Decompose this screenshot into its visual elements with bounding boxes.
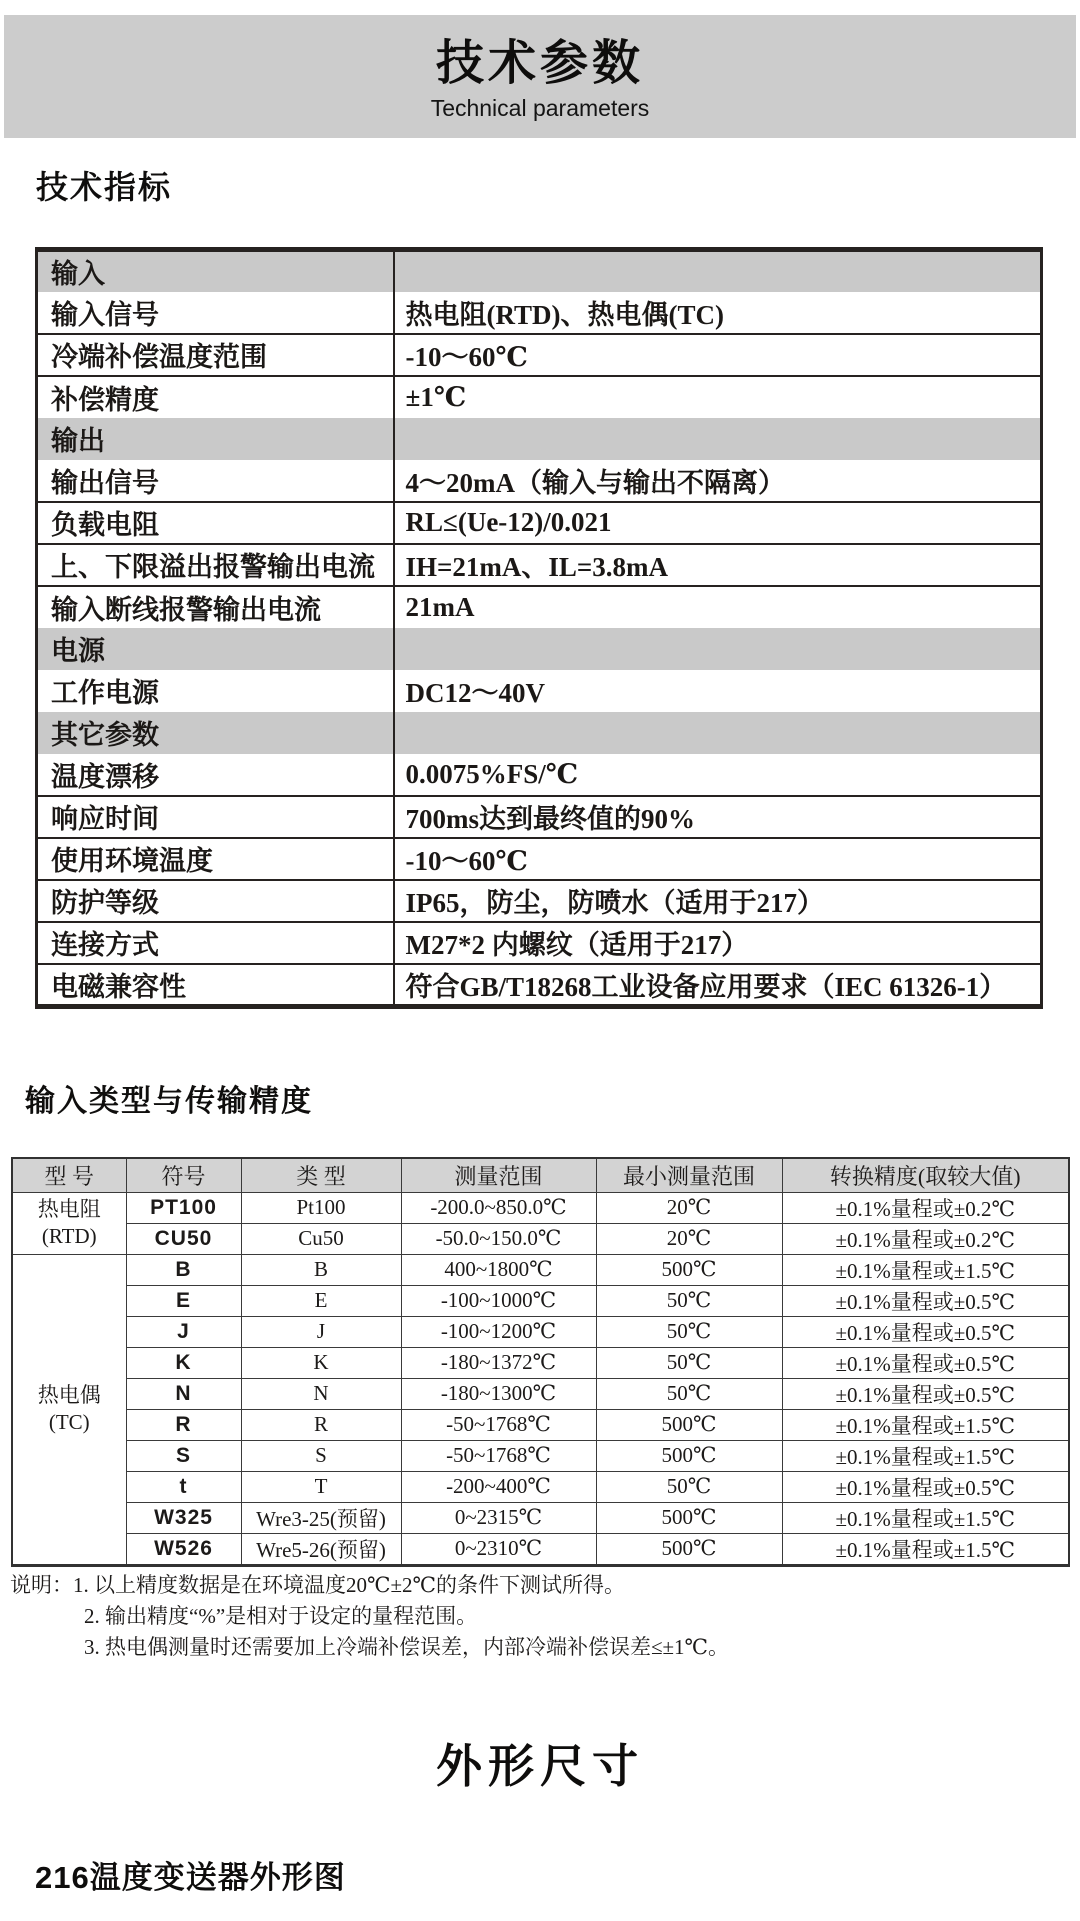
page-banner: [4, 15, 1076, 138]
accuracy-cell: ±0.1%量程或±1.5℃: [782, 1502, 1069, 1533]
table-row: [12, 1502, 1069, 1533]
symbol-cell: W325: [126, 1502, 241, 1533]
range-cell: -200~400℃: [401, 1471, 596, 1502]
accuracy-cell: ±0.1%量程或±1.5℃: [782, 1440, 1069, 1471]
spec-value: -10～60℃: [394, 334, 1042, 376]
section-heading-dimensions: 外形尺寸: [436, 1740, 644, 1792]
accuracy-cell: ±0.1%量程或±0.5℃: [782, 1347, 1069, 1378]
spec-label: 防护等级: [37, 880, 394, 922]
note-line: 3. 热电偶测量时还需要加上冷端补偿误差，内部冷端补偿误差≤±1℃。: [84, 1635, 730, 1659]
spec-label: 上、下限溢出报警输出电流: [37, 544, 394, 586]
table-row: [12, 1347, 1069, 1378]
spec-label: 响应时间: [37, 796, 394, 838]
range-cell: -180~1372℃: [401, 1347, 596, 1378]
model-group-tc: [12, 1254, 126, 1565]
type-cell: S: [241, 1440, 401, 1471]
spec-value: RL≤(Ue-12)/0.021: [394, 502, 1042, 544]
table-row: [12, 1223, 1069, 1254]
range-cell: 0~2315℃: [401, 1502, 596, 1533]
symbol-cell: J: [126, 1316, 241, 1347]
spec-value: IH=21mA、IL=3.8mA: [394, 544, 1042, 586]
min-range-cell: 500℃: [596, 1440, 782, 1471]
spec-row: [37, 796, 1042, 838]
min-range-cell: 50℃: [596, 1378, 782, 1409]
spec-section-row: [37, 628, 1042, 670]
spec-section-label: 输出: [37, 418, 394, 460]
min-range-cell: 20℃: [596, 1192, 782, 1223]
spec-row: [37, 754, 1042, 796]
accuracy-cell: ±0.1%量程或±0.5℃: [782, 1471, 1069, 1502]
type-cell: R: [241, 1409, 401, 1440]
model-group-line2: (TC): [48, 1410, 90, 1434]
spec-label: 工作电源: [37, 670, 394, 712]
min-range-cell: 20℃: [596, 1223, 782, 1254]
range-cell: -100~1000℃: [401, 1285, 596, 1316]
notes-block: [10, 1570, 1072, 1663]
page-subtitle: Technical parameters: [430, 95, 650, 121]
col-header-range: 测量范围: [401, 1158, 596, 1192]
col-header-min-range: 最小测量范围: [596, 1158, 782, 1192]
range-cell: 0~2310℃: [401, 1533, 596, 1565]
spec-row: [37, 922, 1042, 964]
spec-row: [37, 964, 1042, 1007]
spec-value: DC12～40V: [405, 678, 545, 708]
note-line: 说明：1. 以上精度数据是在环境温度20℃±2℃的条件下测试所得。: [10, 1573, 626, 1597]
min-range-cell: 50℃: [596, 1471, 782, 1502]
spec-table: [35, 247, 1043, 1009]
accuracy-cell: ±0.1%量程或±0.5℃: [782, 1316, 1069, 1347]
col-header-symbol: 符号: [126, 1158, 241, 1192]
spec-value: 热电阻(RTD)、热电偶(TC): [405, 299, 725, 330]
spec-section-row: [37, 250, 1042, 292]
spec-row: [37, 292, 1042, 334]
spec-section-value: [394, 250, 1042, 292]
spec-row: [37, 460, 1042, 502]
spec-section-row: [37, 712, 1042, 754]
table-row: [12, 1316, 1069, 1347]
section-heading-technical-indicators: 技术指标: [36, 169, 173, 205]
min-range-cell: 50℃: [596, 1316, 782, 1347]
col-header-model: 型 号: [12, 1158, 126, 1192]
min-range-cell: 500℃: [596, 1254, 782, 1285]
accuracy-header-row: [12, 1158, 1069, 1192]
spec-section-value: [394, 628, 1042, 670]
min-range-cell: 500℃: [596, 1409, 782, 1440]
range-cell: -100~1200℃: [401, 1316, 596, 1347]
spec-label: 补偿精度: [37, 376, 394, 418]
min-range-cell: 50℃: [596, 1347, 782, 1378]
spec-section-row: [37, 418, 1042, 460]
table-row: [12, 1378, 1069, 1409]
symbol-cell: B: [126, 1254, 241, 1285]
col-header-type: 类 型: [241, 1158, 401, 1192]
type-cell: Wre5-26(预留): [241, 1533, 401, 1565]
symbol-cell: E: [126, 1285, 241, 1316]
accuracy-cell: ±0.1%量程或±1.5℃: [782, 1409, 1069, 1440]
page-title: 技术参数: [435, 37, 644, 90]
model-group-rtd: [12, 1192, 126, 1254]
spec-label: 负载电阻: [37, 502, 394, 544]
spec-label: 冷端补偿温度范围: [37, 334, 394, 376]
type-cell: B: [241, 1254, 401, 1285]
spec-label: 电磁兼容性: [37, 964, 394, 1007]
table-row: [12, 1254, 1069, 1285]
spec-row: [37, 670, 1042, 712]
accuracy-cell: ±0.1%量程或±0.2℃: [782, 1192, 1069, 1223]
spec-row: [37, 838, 1042, 880]
symbol-cell: N: [126, 1378, 241, 1409]
symbol-cell: W526: [126, 1533, 241, 1565]
spec-label: 温度漂移: [37, 754, 394, 796]
table-row: [12, 1192, 1069, 1223]
accuracy-cell: ±0.1%量程或±1.5℃: [782, 1254, 1069, 1285]
spec-row: [37, 880, 1042, 922]
col-header-accuracy: 转换精度(取较大值): [782, 1158, 1069, 1192]
spec-label: 输入信号: [37, 292, 394, 334]
spec-value: -10～60℃: [394, 838, 1042, 880]
table-row: [12, 1440, 1069, 1471]
section-heading-input-types: 输入类型与传输精度: [25, 1085, 313, 1118]
spec-row: [37, 586, 1042, 628]
spec-label: 连接方式: [37, 922, 394, 964]
model-group-line2: (RTD): [41, 1224, 97, 1248]
spec-section-value: [394, 712, 1042, 754]
type-cell: N: [241, 1378, 401, 1409]
accuracy-table: [11, 1157, 1070, 1567]
spec-value: 21mA: [394, 586, 1042, 628]
type-cell: Wre3-25(预留): [241, 1502, 401, 1533]
range-cell: -50.0~150.0℃: [401, 1223, 596, 1254]
accuracy-cell: ±0.1%量程或±0.5℃: [782, 1378, 1069, 1409]
model-group-line1: 热电阻: [37, 1197, 101, 1221]
symbol-cell: PT100: [126, 1192, 241, 1223]
spec-label: 使用环境温度: [37, 838, 394, 880]
table-row: [12, 1285, 1069, 1316]
spec-section-label: 输入: [37, 250, 394, 292]
spec-value: 0.0075%FS/℃: [405, 758, 579, 789]
note-line: 2. 输出精度“%”是相对于设定的量程范围。: [84, 1604, 478, 1628]
spec-section-value: [394, 418, 1042, 460]
min-range-cell: 500℃: [596, 1533, 782, 1565]
symbol-cell: S: [126, 1440, 241, 1471]
range-cell: 400~1800℃: [401, 1254, 596, 1285]
spec-row: [37, 502, 1042, 544]
table-row: [12, 1409, 1069, 1440]
type-cell: Pt100: [241, 1192, 401, 1223]
accuracy-cell: ±0.1%量程或±0.2℃: [782, 1223, 1069, 1254]
spec-value: 符合GB/T18268工业设备应用要求（IEC 61326-1）: [394, 964, 1042, 1007]
spec-row: [37, 376, 1042, 418]
spec-value: 700ms达到最终值的90%: [394, 796, 1042, 838]
symbol-cell: CU50: [126, 1223, 241, 1254]
range-cell: -180~1300℃: [401, 1378, 596, 1409]
accuracy-cell: ±0.1%量程或±0.5℃: [782, 1285, 1069, 1316]
type-cell: K: [241, 1347, 401, 1378]
min-range-cell: 50℃: [596, 1285, 782, 1316]
spec-value: 4～20mA（输入与输出不隔离）: [405, 467, 785, 498]
type-cell: T: [241, 1471, 401, 1502]
symbol-cell: t: [126, 1471, 241, 1502]
min-range-cell: 500℃: [596, 1502, 782, 1533]
range-cell: -50~1768℃: [401, 1409, 596, 1440]
range-cell: -200.0~850.0℃: [401, 1192, 596, 1223]
spec-row: [37, 334, 1042, 376]
spec-value: IP65，防尘，防喷水（适用于217）: [394, 880, 1042, 922]
spec-value: M27*2 内螺纹（适用于217）: [394, 922, 1042, 964]
type-cell: Cu50: [241, 1223, 401, 1254]
symbol-cell: K: [126, 1347, 241, 1378]
spec-value: ±1℃: [394, 376, 1042, 418]
range-cell: -50~1768℃: [401, 1440, 596, 1471]
type-cell: J: [241, 1316, 401, 1347]
section-heading-216-outline: 216温度变送器外形图: [35, 1860, 346, 1895]
symbol-cell: R: [126, 1409, 241, 1440]
spec-label: 输出信号: [37, 460, 394, 502]
table-row: [12, 1533, 1069, 1565]
accuracy-cell: ±0.1%量程或±1.5℃: [782, 1533, 1069, 1565]
spec-section-label: 其它参数: [37, 712, 394, 754]
spec-row: [37, 544, 1042, 586]
spec-label: 输入断线报警输出电流: [37, 586, 394, 628]
table-row: [12, 1471, 1069, 1502]
spec-section-label: 电源: [37, 628, 394, 670]
type-cell: E: [241, 1285, 401, 1316]
model-group-line1: 热电偶: [37, 1383, 101, 1407]
